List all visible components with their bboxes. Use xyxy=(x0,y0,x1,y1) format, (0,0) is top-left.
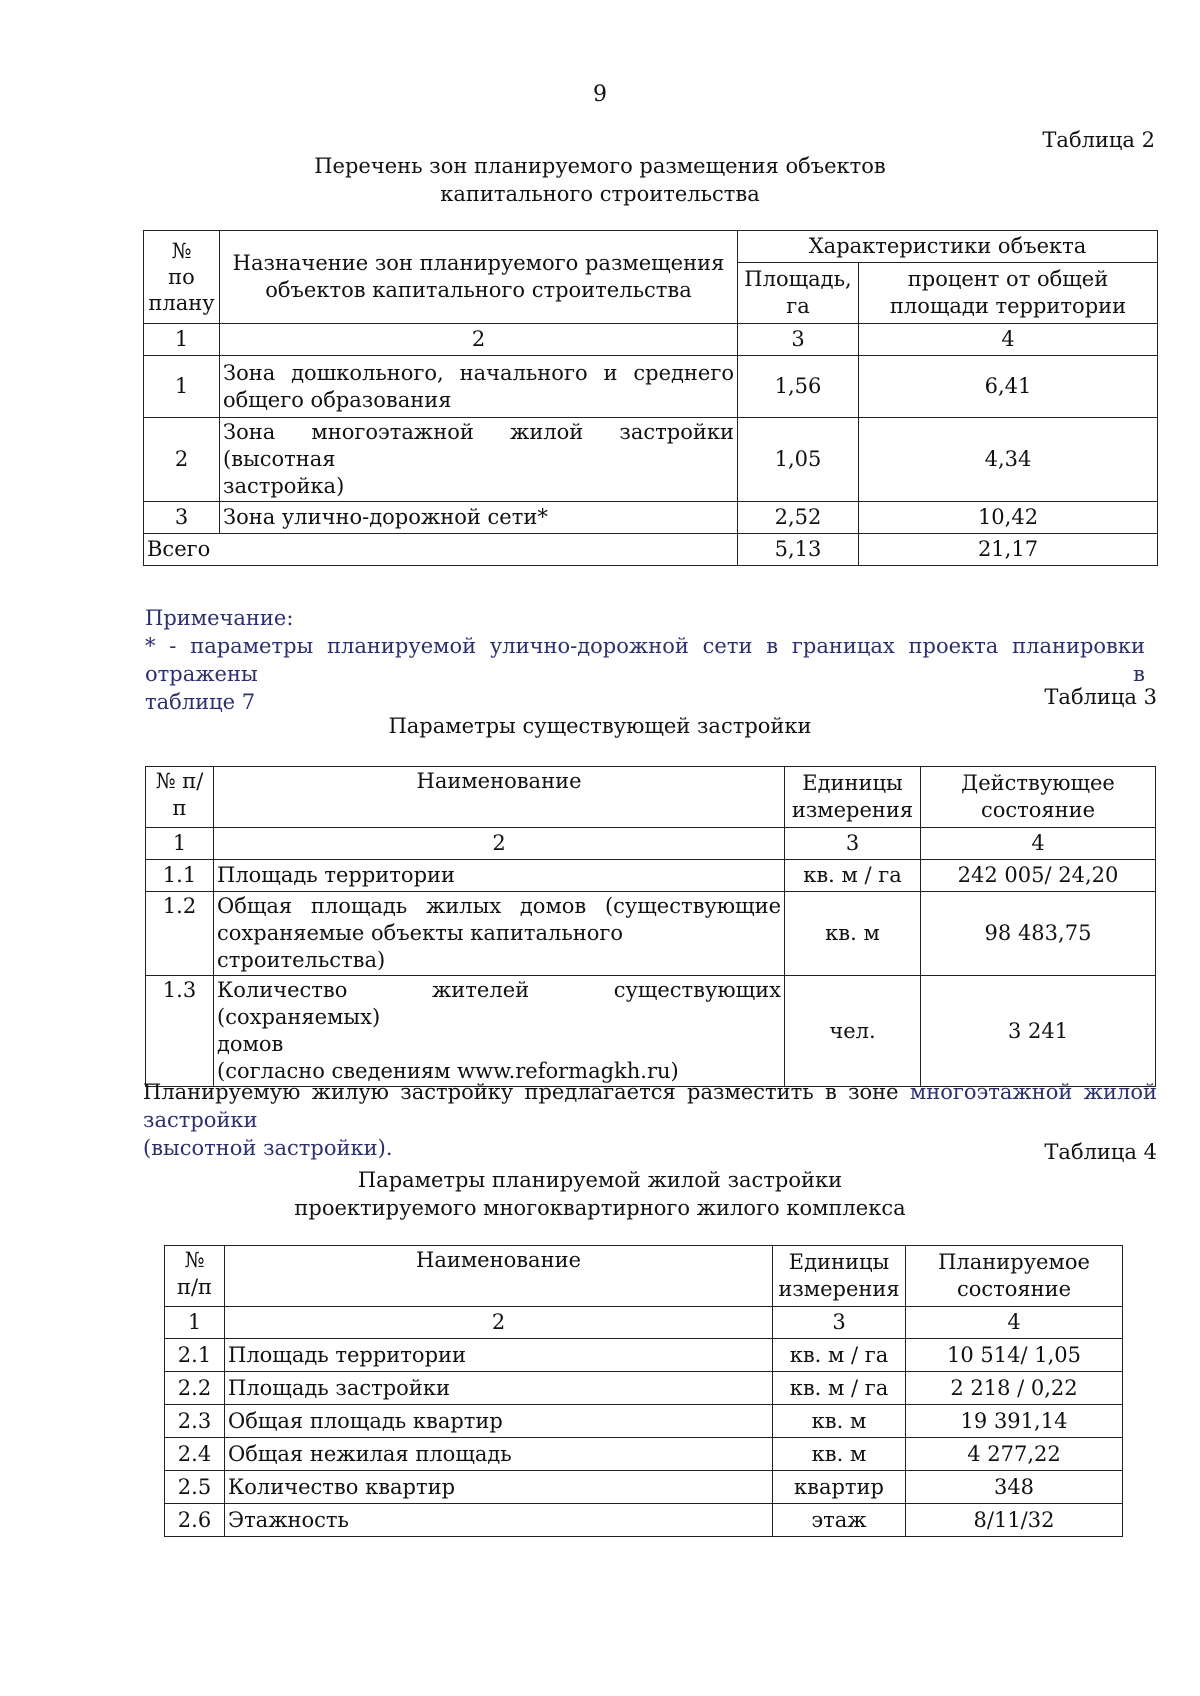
table-row xyxy=(144,418,1158,502)
t3-header-name: Наименование xyxy=(214,767,785,828)
table-row xyxy=(165,1339,1123,1372)
t4-row6-num: 2.6 xyxy=(165,1504,225,1537)
table2-title-line1: Перечень зон планируемого размещения объектов xyxy=(314,154,886,178)
table4-title-line1: Параметры планируемой жилой застройки xyxy=(357,1168,843,1192)
t2-header-num: № по плану xyxy=(144,231,220,324)
t2-total-label: Всего xyxy=(144,534,738,566)
table-row xyxy=(165,1405,1123,1438)
t4-row1-name: Площадь территории xyxy=(225,1339,773,1372)
t3-colnum-4: 4 xyxy=(921,828,1156,860)
t3-row1-value: 242 005/ 24,20 xyxy=(921,860,1156,892)
t4-row4-value: 4 277,22 xyxy=(906,1438,1123,1471)
t4-row2-name: Площадь застройки xyxy=(225,1372,773,1405)
table-total-row xyxy=(144,534,1158,566)
t2-row1-area: 1,56 xyxy=(738,356,859,418)
t2-header-percent: процент от общей площади территории xyxy=(859,263,1158,324)
t4-row2-value: 2 218 / 0,22 xyxy=(906,1372,1123,1405)
t4-header-unit: Единицы измерения xyxy=(773,1246,906,1307)
table-row xyxy=(165,1372,1123,1405)
t4-header-num: № п/п xyxy=(165,1246,225,1307)
t2-row1-name: Зона дошкольного, начального и среднего общего образования xyxy=(220,356,738,418)
t4-row5-unit: квартир xyxy=(773,1471,906,1504)
t2-row2-percent: 4,34 xyxy=(859,418,1158,502)
t4-row4-name: Общая нежилая площадь xyxy=(225,1438,773,1471)
t3-colnum-2: 2 xyxy=(214,828,785,860)
t3-row3-num: 1.3 xyxy=(146,976,214,1087)
table-row xyxy=(146,976,1156,1087)
t4-row5-num: 2.5 xyxy=(165,1471,225,1504)
t2-row3-name: Зона улично-дорожной сети* xyxy=(220,502,738,534)
t2-colnum-3: 3 xyxy=(738,324,859,356)
t3-row3-value: 3 241 xyxy=(921,976,1156,1087)
table3 xyxy=(145,766,1156,1087)
t2-row2-name: Зона многоэтажной жилой застройки (высотная застройка) xyxy=(220,418,738,502)
t2-row1-percent: 6,41 xyxy=(859,356,1158,418)
table2-title-line2: капитального строительства xyxy=(440,182,760,206)
table4-title-line2: проектируемого многоквартирного жилого комплекса xyxy=(294,1196,906,1220)
t2-header-purpose: Назначение зон планируемого размещения объектов капитального строительства xyxy=(220,231,738,324)
t2-row2-num: 2 xyxy=(144,418,220,502)
note-text-line1: * - параметры планируемой улично-дорожной сети в границах проекта планировки отражены в xyxy=(145,634,1145,686)
table2 xyxy=(143,230,1158,566)
t4-row3-name: Общая площадь квартир xyxy=(225,1405,773,1438)
t4-header-name: Наименование xyxy=(225,1246,773,1307)
t2-row1-num: 1 xyxy=(144,356,220,418)
table3-title: Параметры существующей застройки xyxy=(388,714,812,738)
t4-header-value: Планируемое состояние xyxy=(906,1246,1123,1307)
table-row xyxy=(146,892,1156,976)
t3-colnum-3: 3 xyxy=(785,828,921,860)
t2-colnum-1: 1 xyxy=(144,324,220,356)
t2-row2-area: 1,05 xyxy=(738,418,859,502)
t4-row4-unit: кв. м xyxy=(773,1438,906,1471)
note-text-line2: таблице 7 xyxy=(145,690,256,714)
t4-row3-unit: кв. м xyxy=(773,1405,906,1438)
t2-header-area: Площадь, га xyxy=(738,263,859,324)
t3-colnum-1: 1 xyxy=(146,828,214,860)
t4-row2-unit: кв. м / га xyxy=(773,1372,906,1405)
t4-row5-name: Количество квартир xyxy=(225,1471,773,1504)
t4-row6-value: 8/11/32 xyxy=(906,1504,1123,1537)
t3-header-value: Действующее состояние xyxy=(921,767,1156,828)
table-row xyxy=(146,860,1156,892)
t4-row1-num: 2.1 xyxy=(165,1339,225,1372)
table-row xyxy=(165,1438,1123,1471)
paragraph-text-a: Планируемую жилую застройку предлагается разместить в зоне xyxy=(143,1080,910,1104)
table-row xyxy=(165,1471,1123,1504)
t4-row6-unit: этаж xyxy=(773,1504,906,1537)
t4-row2-num: 2.2 xyxy=(165,1372,225,1405)
t2-row3-area: 2,52 xyxy=(738,502,859,534)
t4-row4-num: 2.4 xyxy=(165,1438,225,1471)
table-row xyxy=(144,502,1158,534)
table4-label: Таблица 4 xyxy=(1044,1140,1157,1164)
t3-row3-name: Количество жителей существующих (сохраняемых) домов (согласно сведениям www.reformagkh.ru) xyxy=(214,976,785,1087)
t3-row2-name: Общая площадь жилых домов (существующие сохраняемые объекты капитального строительства) xyxy=(214,892,785,976)
t2-total-percent: 21,17 xyxy=(859,534,1158,566)
t3-row3-unit: чел. xyxy=(785,976,921,1087)
table-row xyxy=(144,356,1158,418)
t3-row2-num: 1.2 xyxy=(146,892,214,976)
t3-header-num: № п/п xyxy=(146,767,214,828)
t4-row1-unit: кв. м / га xyxy=(773,1339,906,1372)
t2-total-area: 5,13 xyxy=(738,534,859,566)
page-number: 9 xyxy=(593,82,607,107)
t3-row2-value: 98 483,75 xyxy=(921,892,1156,976)
t4-row3-num: 2.3 xyxy=(165,1405,225,1438)
t2-row3-percent: 10,42 xyxy=(859,502,1158,534)
t3-row1-unit: кв. м / га xyxy=(785,860,921,892)
note-title: Примечание: xyxy=(145,606,294,630)
t2-header-characteristics: Характеристики объекта xyxy=(738,231,1158,263)
t3-row1-num: 1.1 xyxy=(146,860,214,892)
table3-label: Таблица 3 xyxy=(1044,685,1157,709)
t2-colnum-2: 2 xyxy=(220,324,738,356)
paragraph-link-zone: многоэтажной жилой застройки xyxy=(143,1080,1157,1132)
table4-title xyxy=(0,1166,1200,1222)
table2-title xyxy=(0,152,1200,208)
t4-colnum-3: 3 xyxy=(773,1307,906,1339)
t4-row1-value: 10 514/ 1,05 xyxy=(906,1339,1123,1372)
t3-header-unit: Единицы измерения xyxy=(785,767,921,828)
t4-colnum-2: 2 xyxy=(225,1307,773,1339)
table-row xyxy=(165,1504,1123,1537)
t4-row3-value: 19 391,14 xyxy=(906,1405,1123,1438)
t3-row2-unit: кв. м xyxy=(785,892,921,976)
t4-row5-value: 348 xyxy=(906,1471,1123,1504)
table2-label: Таблица 2 xyxy=(1042,128,1155,152)
t4-row6-name: Этажность xyxy=(225,1504,773,1537)
paragraph-text-line2: (высотной застройки). xyxy=(143,1136,393,1160)
table4 xyxy=(164,1245,1123,1537)
t4-colnum-4: 4 xyxy=(906,1307,1123,1339)
t2-row3-num: 3 xyxy=(144,502,220,534)
t4-colnum-1: 1 xyxy=(165,1307,225,1339)
t2-colnum-4: 4 xyxy=(859,324,1158,356)
t3-row1-name: Площадь территории xyxy=(214,860,785,892)
